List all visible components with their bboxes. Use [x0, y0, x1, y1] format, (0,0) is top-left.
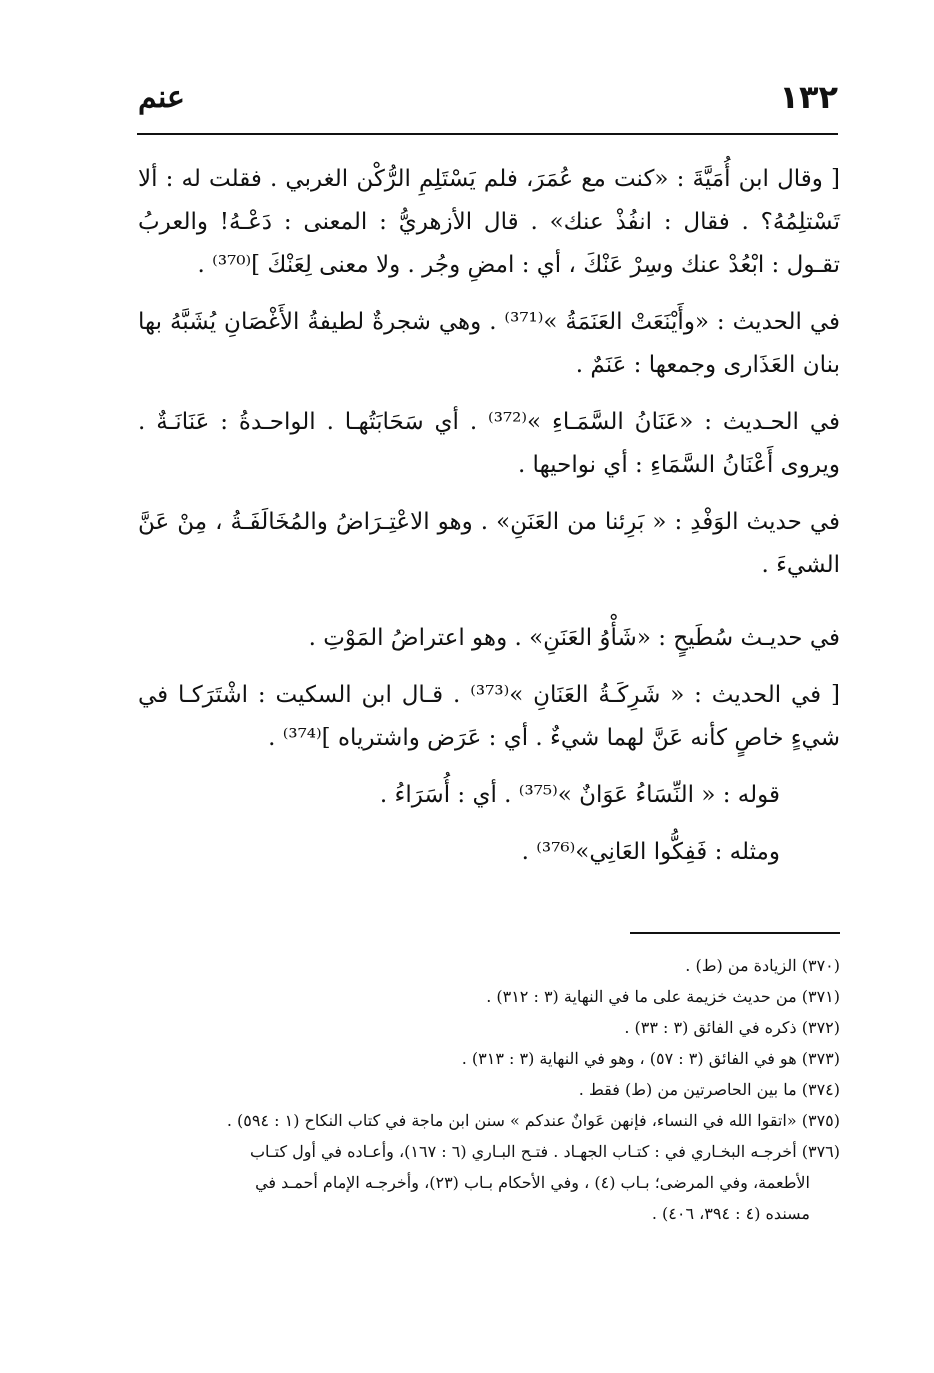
- footnote-376-continued: الأطعمة، وفي المرضى؛ بـاب (٤) ، وفي الأحكام بـاب (٢٣)، وأخرجـه الإمام أحمـد في: [255, 1173, 810, 1192]
- paragraph-fukku-alani: ومثله : فَفِكُّوا العَانِي»⁽³⁷⁶⁾ .: [521, 839, 780, 865]
- footnote-371: (٣٧١) من حديث خزيمة على ما في النهاية (٣ : ٣١٢) .: [486, 987, 840, 1006]
- paragraph-alnisa-awan: قوله : « النِّسَاءُ عَوَانٌ »⁽³⁷⁵⁾ . أي : أُسَرَاءُ .: [379, 782, 780, 808]
- footnote-375: (٣٧٥) «اتقوا الله في النساء، فإنهن عَوانٌ عندكم » سنن ابن ماجة في كتاب النكاح (١ : ٥٩٤) .: [226, 1111, 840, 1130]
- footnote-372: (٣٧٢) ذكره في الفائق (٣ : ٣٣) .: [624, 1018, 840, 1037]
- footnote-374: (٣٧٤) ما بين الحاصرتين من (ط) فقط .: [578, 1080, 840, 1099]
- footnotes: [138, 950, 840, 1229]
- paragraph-anama: في الحديث : «وأَيْنَعَتْ العَنَمَةُ »⁽³⁷¹⁾ . وهي شجرةٌ لطيفةُ الأَغْصَانِ يُشَبَّهُ بها بنان العَذَارى وجمعها : عَنَمٌ .: [138, 309, 840, 378]
- footnote-370: (٣٧٠) الزيادة من (ط) .: [685, 956, 840, 975]
- footnote-376: (٣٧٦) أخرجـه البخـاري في : كتـاب الجهـاد . فتـح البـاري (٦ : ١٦٧)، وأعـاده في أول كتـاب: [249, 1142, 840, 1161]
- paragraph-anan-alsama: في الحـديث : «عَنَانُ السَّمَـاءِ »⁽³⁷²⁾ . أي سَحَابَتُهـا . الواحـدةُ : عَنَانَـةٌ . ويروى أَعْنَانُ السَّمَاءِ : أي نواحيها .: [138, 409, 841, 478]
- paragraph-sharikat-alanan: [ في الحديث : « شَرِكَـةُ العَنَانِ »⁽³⁷³⁾ . قـال ابن السكيت : اشْتَرَكـا في شيءٍ خاصٍ كأنه عَنَّ لهما شيءٌ . أي : عَرَض واشترياه ]⁽³⁷⁴⁾ .: [138, 682, 840, 751]
- paragraph-satih: في حديـث سُطَيحٍ : «شَأْوُ العَنَنِ» . وهو اعتراضُ المَوْتِ .: [308, 625, 840, 651]
- paragraph-ibn-umayya: [ وقال ابن أُمَيَّةَ : «كنت مع عُمَرَ، فلم يَسْتَلِمِ الرُّكْن الغربي . فقلت له : ألا تَسْتلِمُهُ؟ . فقال : انفُذْ عنك» . قال الأزهريُّ : المعنى : دَعْـهُ! والعربُ تقـول : ابْعُدْ عنك وسِرْ عَنْكَ ، أي : امضِ وجُر . ولا معنى لِعَنْكَ ]⁽³⁷⁰⁾ .: [138, 166, 840, 278]
- paragraph-wafd: في حديث الوَفْدِ : « بَرِئنا من العَنَنِ» . وهو الاعْتِـرَاضُ والمُخَالَفَـةُ ، مِنْ عَنَّ الشيءَ .: [138, 509, 840, 578]
- header-divider: [137, 133, 838, 135]
- main-text: [138, 158, 840, 874]
- page-header: [138, 78, 838, 126]
- footnote-divider: [630, 932, 840, 934]
- running-head: عنم: [138, 80, 185, 115]
- page-number: ١٣٢: [779, 78, 838, 116]
- footnote-373: (٣٧٣) هو في الفائق (٣ : ٥٧) ، وهو في النهاية (٣ : ٣١٣) .: [461, 1049, 840, 1068]
- footnote-376-end: مسنده (٤ : ٣٩٤، ٤٠٦) .: [651, 1204, 810, 1223]
